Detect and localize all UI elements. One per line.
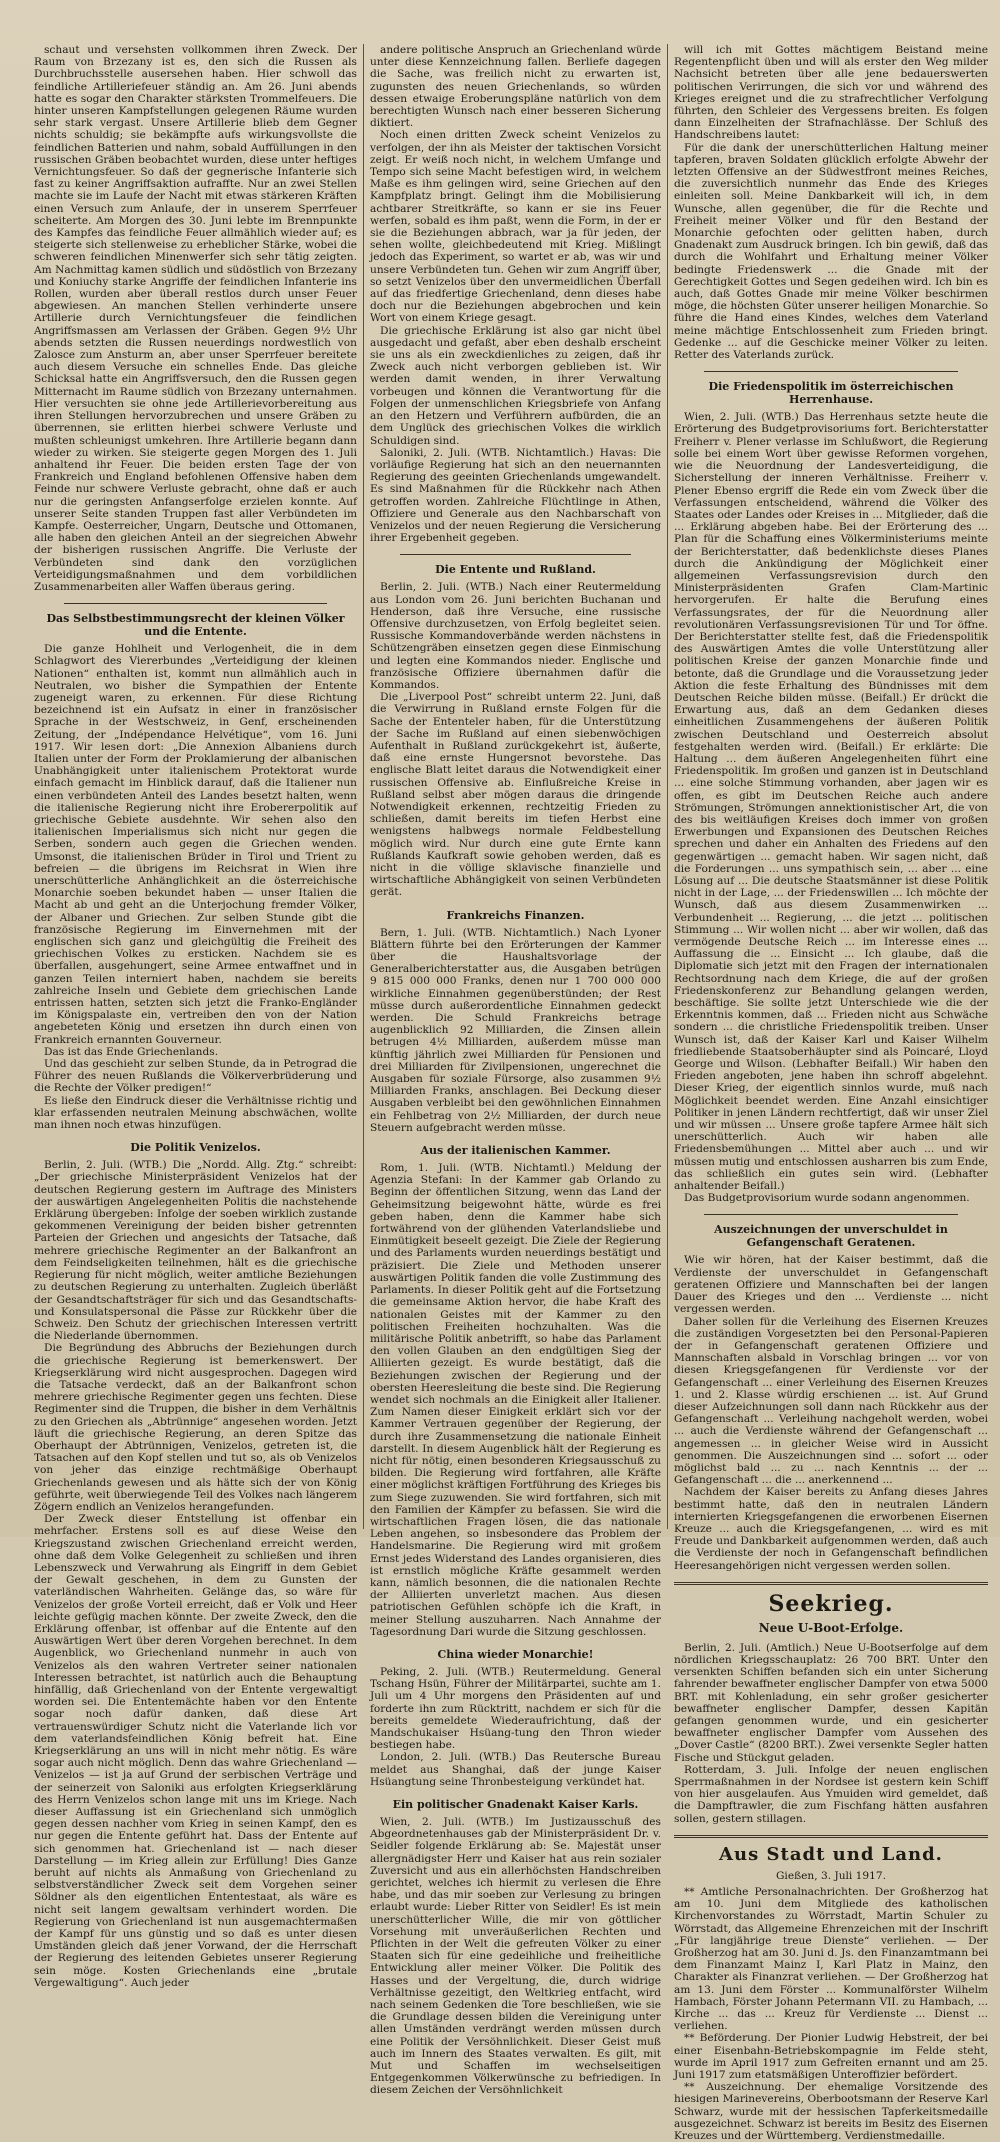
article-paragraph: ** Auszeichnung. Der ehemalige Vorsitzende des hiesigen Marinevereins, Oberbootsmann der Reserve Karl Schwarz, wurde mit der hessischen Tapferkeitsmedaille ausgezeichnet. Schwarz ist bereits im Besitz des Eisernen Kreuzes und der Württemberg. Verdienstmedaille.: [674, 2081, 988, 2142]
article-paragraph: Noch einen dritten Zweck scheint Venizelos zu verfolgen, der ihn als Meister der taktischen Vorsicht zeigt. Er weiß noch nicht, in welchem Umfange und Tempo sich seine Macht befestigen wird, in welchem Maße es ihm gelingen wird, seine Griechen auf den Kampfplatz bringt. Gelingt ihm die Mobilisierung achtbarer Streitkräfte, so kann er sie ins Feuer werfen, sobald es ihm paßt, wenn die Form, in der er sie die Beziehungen abbrach, war ja für jeden, der sehen wollte, gleichbedeutend mit Krieg. Mißlingt jedoch das Experiment, so wartet er ab, was wir und unsere Verbündeten tun. Gehen wir zum Angriff über, so setzt Venizelos über den unvermeidlichen Überfall auf das friedfertige Griechenland, denn dieses habe doch nur die Beziehungen abgebrochen und kein Wort von einem Kriege gesagt.: [370, 129, 661, 325]
article-headline: Das Selbstbestimmungsrecht der kleinen Völker und die Entente.: [46, 612, 345, 639]
article-paragraph: will ich mit Gottes mächtigem Beistand meine Regentenpflicht üben und will als erster den Weg milder Nachsicht betreten über alle jene bedauerswerten politischen Verirrungen, die sich vor und während des Krieges ereignet und die zu strafrechtlicher Verfolgung führten, den Schleier des Vergessens breiten. Es folgen dann Einzelheiten der Strafnachlässe. Der Schluß des Handschreibens lautet:: [674, 44, 988, 142]
article-seekrieg: [674, 1582, 988, 1825]
article-headline: Die Friedenspolitik im österreichischen Herrenhause.: [708, 380, 954, 407]
article-entente-russland: [370, 554, 661, 898]
article-paragraph: Rotterdam, 3. Juli. Infolge der neuen englischen Sperrmaßnahmen in der Nordsee ist gestern kein Schiff von hier ausgelaufen. Aus Ymuiden wird gemeldet, daß die Dampftrawler, die zum Fischfang hätten ausfahren sollen, gestern stillagen.: [674, 1763, 988, 1825]
article-headline: Frankreichs Finanzen.: [446, 908, 585, 922]
article-paragraph: Berlin, 2. Juli. (WTB.) Nach einer Reutermeldung aus London vom 26. Juni berichten Buchanan und Henderson, daß ihre Versuche, eine russische Offensive durchzusetzen, von Erfolg begleitet seien. Russische Kommandoverbände werden nächstens in Schützengräben einsetzen gegen diese Einmischung und legten eine Kommandos nieder. Englische und französische Offiziere übernahmen dafür die Kommandos.: [370, 581, 661, 691]
article-paragraph: Für die dank der unerschütterlichen Haltung meiner tapferen, braven Soldaten glücklich erfolgte Abwehr der letzten Offensive an der Südwestfront meines Reiches, die zuversichtlich nunmehr das Ende des Krieges einleiten soll. Meine Dankbarkeit will ich, in dem Wunsche, allen gegenüber, die für die Rechte und Freiheit meiner Völker und für den Bestand der Monarchie gefochten oder gelitten haben, durch Gnadenakt zum Ausdruck bringen. Ich bin gewiß, daß das durch die Wohlfahrt und Erhaltung meiner Völker bedingte Friedenswerk ... die Gnade mit der Gerechtigkeit Gottes und Segen gedeihen wird. Ich bin es auch, daß Gottes Gnade mir meine Völker beschirmen möge, die höchsten Güter unserer heiligen Monarchie. So führe die Hand eines Kindes, welches dem Vaterland meine mächtige Entschlossenheit zum Frieden bringt. Gedenke ... auf die Geschicke meiner Völker zu leiten. Retter des Vaterlands zurück.: [674, 141, 988, 362]
article-auszeichnungen-gefangenschaft: [674, 1214, 988, 1571]
article-paragraph: Wien, 2. Juli. (WTB.) Das Herrenhaus setzte heute die Erörterung des Budgetprovisoriums fort. Berichterstatter Freiherr v. Plener verlasse im Schlußwort, die Regierung solle bei einem Wort über gewisse Reformen vorgehen, wie die Neuordnung der Landesverteidigung, die Sicherstellung der inneren Verhältnisse. Freiherr v. Plener Ebenso ergriff die Rede ein vom Zweck über die Verfassungen entscheidend, während die Völker des Staates oder Landes oder Kreises in ... Mitglieder, daß die ... Erklärung abgeben habe. Bei der Erörterung des ... Plan für die Schaffung eines Völkerministeriums meinte der Berichterstatter, daß bedenklichste dieses Planes durch die Ankündigung der Möglichkeit einer allgemeinen Verfassungsrevision durch den Ministerpräsidenten Grafen Clam-Martinic hervorgerufen. Er halte die Berufung eines Verfassungsrates, der für die Neuordnung aller revolutionären Verfassungsrevisionen Tür und Tor öffne. Der Berichterstatter stellte fest, daß die Friedenspolitik des Auswärtigen Amtes die volle Unterstützung aller politischen Kreise der ganzen Monarchie finde und betonte, daß die Grundlage und die Voraussetzung jeder Aktion die feste Erhaltung des Bündnisses mit dem Deutschen Reiche bilden müsse. (Beifall.) Er drückt die Erwartung aus, daß an dem Gedanken dieses einheitlichen Zusammengehens der äußeren Politik zwischen Deutschland und Oesterreich absolut festgehalten werden wird. (Beifall.) Er erklärte: Die Haltung ... dem äußeren Angelegenheiten führt eine Friedenspolitik. Im großen und ganzen ist in Deutschland ... eine solche Stimmung vorhanden, aber jagen wir es offen, es gibt im Deutschen Reiche auch andere Strömungen, Strömungen annektionistischer Art, die von des bis weitläufigen Kreises doch immer von großen Erwerbungen und Expansionen des Deutschen Reiches sprechen und daher ein Anhalten des Friedens auf den gegenwärtigen ... gemacht haben. Wir sagen nicht, daß die Forderungen ... uns sympathisch sein, ... aber ... eine Lösung auf ... Die deutsche Staatsmänner ist diese Politik nicht in der Lage, ... der Friedenswillen ... Ich möchte der Wunsch, daß aus diesem Zusammenwirken ... Verbundenheit ... Regierung, ... die jetzt ... politischen Stimmung ... Wir wollen nicht ... aber wir wollen, daß das vermögende Deutsche Reich ... im Interesse eines ... Auffassung die ... Einsicht ... Ich glaube, daß die Diplomatie sich jetzt mit den Fragen der internationalen Rechtsordnung nach dem Kriege, die auf der großen Friedenskonferenz zur Behandlung gelangen werden, beschäftige. Sie sollte jetzt Unterschiede wie die der Erkenntnis kommen, daß ... Frieden nicht aus Schwäche sondern ... die christliche Friedenspolitik treiben. Unser Wunsch ist, daß der Kaiser Karl und Kaiser Wilhelm friedliebende Staatsoberhäupter sind als Poincaré, Lloyd George und Wilson. (Lebhafter Beifall.) Wir haben den Frieden angeboten, jene haben ihn schroff abgelehnt. Dieser Krieg, der eigentlich sinnlos wurde, muß nach Möglichkeit beendet werden. Eine Anzahl einsichtiger Politiker in jenen Ländern rechtfertigt, daß wir unser Ziel und wir müssen ... Unsere große tapfere Armee hält sich unerschütterlich. Auch wir haben alle Friedensbemühungen ... Mittel aber auch ... und wir müssen mutig und entschlossen ausharren bis zum Ende, das schließlich ein gutes sein wird. (Lebhafter anhaltender Beifall.): [674, 411, 988, 1193]
article-paragraph: Nachdem der Kaiser bereits zu Anfang dieses Jahres bestimmt hatte, daß den in neutralen Ländern internierten Kriegsgefangenen die erworbenen Eisernen Kreuze ... auch die Kriegsgefangenen, ... wird es mit Freude und Dankbarkeit aufgenommen werden, daß auch die Verdienste der noch in Gefangenschaft befindlichen Heeresangehörigen nicht vergessen werden sollen.: [674, 1486, 988, 1572]
column-rule: [363, 44, 364, 1529]
divider: [400, 554, 631, 555]
article-china-monarchie: [370, 1648, 661, 1788]
article-paragraph: ** Amtliche Personalnachrichten. Der Großherzog hat am 10. Juni dem Mitgliede des katholischen Kirchenvorstandes zu Wörrstadt, Martin Schuler zu Wörrstadt, das Allgemeine Ehrenzeichen mit der Inschrift „Für langjährige treue Dienste“ verliehen. — Der Großherzog hat am 30. Juni d. Js. den Finanzamtmann bei dem Finanzamt Mainz I, Karl Platz in Mainz, den Charakter als Finanzrat verliehen. — Der Großherzog hat am 13. Juni dem Förster ... Kommunalförster Wilhelm Hambach, Förster Johann Petermann VII. zu Hambach, ... Kirche ... das ... Kreuz für Verdienste ... Dienst ... verliehen.: [674, 1886, 988, 2033]
article-gnadenakt-kaiser-karl: [370, 1798, 661, 2097]
section-headline: Aus Stadt und Land.: [719, 1843, 943, 1865]
article-headline: Auszeichnungen der unverschuldet in Gefangenschaft Geratenen.: [714, 1223, 948, 1250]
article-headline: China wieder Monarchie!: [437, 1647, 594, 1661]
divider: [64, 603, 327, 604]
column-2: [370, 44, 661, 2097]
article-paragraph: Wie wir hören, hat der Kaiser bestimmt, daß die Verdienste der unverschuldet in Gefangenschaft geratenen Offiziere und Mannschaften bei der langen Dauer des Krieges und den ... Verdienste ... nicht vergessen werden.: [674, 1254, 988, 1316]
divider: [674, 1835, 988, 1838]
article-italienische-kammer: [370, 1144, 661, 1638]
article-paragraph: Berlin, 2. Juli. (Amtlich.) Neue U-Bootserfolge auf dem nördlichen Kriegsschauplatz: 26 700 BRT. Unter den versenkten Schiffen befanden sich ein unter Sicherung fahrender bewaffneter englischer Dampfer von etwa 5000 BRT. mit Kohlenladung, ein sehr großer gesicherter bewaffneter englischer Dampfer, dessen Kapitän gefangen genommen wurde, und ein gesicherter bewaffneter englischer Dampfer vom Aussehen des „Dover Castle“ (8200 BRT.). Zwei versenkte Segler hatten Fische und Stückgut geladen.: [674, 1641, 988, 1764]
article-frankreichs-finanzen: [370, 909, 661, 1134]
article-paragraph: Peking, 2. Juli. (WTB.) Reutermeldung. General Tschang Hsün, Führer der Militärpartei, suchte am 1. Juli um 4 Uhr morgens den Präsidenten auf und forderte ihn zum Rücktritt, nachdem er sich für die bereits gemeldete Wiederaufrichtung, daß der Mandschukaiser Hsüang-tung den Thron wieder bestiegen habe.: [370, 1665, 661, 1752]
article-paragraph: schaut und versehsten vollkommen ihren Zweck. Der Raum von Brzezany ist es, den sich die Russen als Durchbruchsstelle ausersehen haben. Hier schwoll das feindliche Artilleriefeuer ständig an. Am 26. Juni abends hatte es sogar den Charakter stärksten Trommelfeuers. Die hinter unseren Kampfstellungen gelegenen Räume wurden sehr stark vergast. Unsere Artillerie blieb dem Gegner nichts schuldig; sie bekämpfte aufs wirkungsvollste die feindlichen Batterien und nahm, sobald Auffüllungen in den russischen Gräben beobachtet wurden, diese unter heftiges Vernichtungsfeuer. So daß der gegnerische Infanterie sich fast zu keiner Angriffsaktion aufraffte. Nur an zwei Stellen machte sie im Laufe der Nacht mit etwas stärkeren Kräften einen Versuch zum Anlaufe, der in unserem Sperrfeuer scheiterte. Am Morgen des 30. Juni lebte im Brennpunkte des Kampfes das feindliche Feuer allmählich wieder auf; es steigerte sich stellenweise zu erheblicher Stärke, wobei die schweren feindlichen Minenwerfer sich sehr tätig zeigten. Am Nachmittag kamen südlich und südöstlich von Brzezany und Koniuchy starke Angriffe der feindlichen Infanterie ins Rollen, wurden aber überall restlos durch unser Feuer abgewiesen. An manchen Stellen verhinderte unsere Artillerie durch Vernichtungsfeuer die feindlichen Angriffsmassen am Verlassen der Gräben. Gegen 9½ Uhr abends setzten die Russen neuerdings nordwestlich von Zalosce zum Ansturm an, aber unser Sperrfeuer bereitete auch diesem Versuche ein schnelles Ende. Das gleiche Schicksal hatte ein Angriffsversuch, den die Russen gegen Mitternacht im Raume südlich von Brzezany unternahmen. Hier versuchten sie ohne jede Artillerievorbereitung aus ihren Stellungen hervorzubrechen und unsere Gräben zu überrennen, sie erlitten hierbei schwere Verluste und mußten schleunigst umkehren. Ihre Artillerie begann dann wieder zu wirken. Sie steigerte gegen Morgen des 1. Juli anhaltend ihr Feuer. Die beiden ersten Tage der von Frankreich und England befohlenen Offensive haben dem Feinde nur schwere Verluste gebracht, ohne daß er auch nur die geringsten Anfangserfolge erzielen konnte. Auf unserer Seite standen Truppen fast aller Verbündeten im Kampfe. Oesterreicher, Ungarn, Deutsche und Ottomanen, alle haben den gleichen Anteil an der siegreichen Abwehr der bisherigen russischen Angriffe. Die Verluste der Verbündeten sind dank den vorzüglichen Verteidigungsmaßnahmen und dem vorbildlichen Zusammenarbeiten aller Waffen überaus gering.: [34, 44, 357, 593]
article-paragraph: ** Beförderung. Der Pionier Ludwig Hebstreit, der bei einer Eisenbahn-Betriebskompagnie im Felde steht, wurde im April 1917 zum Gefreiten ernannt und am 25. Juni 1917 zum etatsmäßigen Unteroffizier befördert.: [674, 2032, 988, 2082]
article-paragraph: Es ließe den Eindruck dieser die Verhältnisse richtig und klar erfassenden neutralen Meinung abschwächen, wollte man ihnen noch etwas hinzufügen.: [34, 1094, 357, 1132]
article-paragraph: Das Budgetprovisorium wurde sodann angenommen.: [684, 1192, 970, 1205]
article-paragraph: Die „Liverpool Post“ schreibt unterm 22. Juni, daß die Verwirrung in Rußland ernste Folgen für die Sache der Ententeler haben, für die Unterstützung der Sache im Rußland auf einen siebenwöchigen Aufenthalt in Rußland zurückgekehrt ist, äußerte, daß eine ernste Hungersnot bevorstehe. Das englische Blatt leitet daraus die Notwendigkeit einer russischen Offensive ab. Einflußreiche Kreise in Rußland selbst aber mögen daraus die dringende Notwendigkeit erkennen, rechtzeitig Frieden zu schließen, damit bereits im tiefen Herbst eine wenigstens halbwegs normale Feldbestellung möglich wird. Nur durch eine gute Ernte kann Rußlands Kaufkraft sowie gehoben werden, daß es nicht in die völlige sklavische finanzielle und wirtschaftliche Abhängigkeit von seinen Verbündeten gerät.: [370, 691, 661, 899]
article-headline: Ein politischer Gnadenakt Kaiser Karls.: [392, 1798, 639, 1812]
article-paragraph: Die griechische Erklärung ist also gar nicht übel ausgedacht und gefaßt, aber eben deshalb erscheint sie uns als ein zweckdienliches zu zeigen, daß ihr Zweck auch nicht verborgen geblieben ist. Wir werden damit wenden, in ihrer Verwaltung vorbeugen und können die Verantwortung für die Folgen der unmenschlichen Kriegsbriefe von Anfang an den Hetzern und Verführern aufbürden, die an dem Unglück des griechischen Volkes die wirklich Schuldigen sind.: [370, 324, 661, 447]
article-paragraph: andere politische Anspruch an Griechenland würde unter diese Kennzeichnung fallen. Berliefe dagegen die Sache, was freilich nicht zu erwarten ist, zugunsten des neuen Griechenlands, so würden dessen etwaige Eroberungspläne natürlich von dem berechtigten Wunsch nach einer besseren Sicherung diktiert.: [370, 44, 661, 130]
article-selbstbestimmungsrecht: [34, 603, 357, 1131]
article-paragraph: Und das geschieht zur selben Stunde, da in Petrograd die Führer des neuen Rußlands die Völkerverbrüderung und die Rechte der Völker predigen!“: [34, 1058, 357, 1095]
article-paragraph: Die ganze Hohlheit und Verlogenheit, die in dem Schlagwort des Viererbundes „Verteidigung der kleinen Nationen“ enthalten ist, kommt nun allmählich auch in Neutralen, wo bisher die Sympathien der Entente zugeneigt waren, zu erkennen. Für diese Richtung bezeichnend ist ein Aufsatz in einer in französischer Sprache in der Westschweiz, in Genf, erscheinenden Zeitung, der „Indépendance Helvétique“, vom 16. Juni 1917. Wir lesen dort: „Die Annexion Albaniens durch Italien unter der Form der Proklamierung der albanischen Unabhängigkeit unter italienischem Protektorat wurde einfach gemacht im Hinblick darauf, daß die Italiener nun einen verbündeten Anteil des Landes besetzt halten, wenn die italienische Regierung nicht ihre Erobererpolitik auf griechische Gebiete ausdehnte. Wir sehen also den italienischen Imperialismus sich nicht nur gegen die Serben, sondern auch gegen die Griechen wenden. Umsonst, die italienischen Brüder in Tirol und Trient zu befreien — die übrigens im Reichsrat in Wien ihre unerschütterliche Anhänglichkeit an die österreichische Monarchie soeben bekundet haben — unser Italien die Macht ab und geht an die Unterjochung fremder Völker, der Albaner und Griechen. Zur selben Stunde gibt die französische Regierung im Einvernehmen mit der englischen sich ganz und gleichgültig die Freiheit des griechischen Volkes zu ersticken. Nachdem sie es überfallen, ausgehungert, seine Armee entwaffnet und in ganzen Teilen interniert haben, nachdem sie bereits zahlreiche Inseln und Gebiete dem griechischen Lande entrissen hatten, setzten sich jetzt die Franko-Engländer im Königspalaste ein, vertreiben den von der Nation angebeteten König und ersetzen ihn durch einen von Frankreich ernannten Gouverneur.: [34, 643, 357, 1046]
section-headline: Seekrieg.: [768, 1590, 894, 1617]
article-stadt-und-land: [674, 1835, 988, 2142]
dateline: Gießen, 3. Juli 1917.: [775, 1869, 887, 1882]
article-paragraph: Der Zweck dieser Entstellung ist offenbar ein mehrfacher. Erstens soll es auf diese Weise den Kriegszustand zwischen Griechenland erreicht werden, ohne daß dem Volke Gelegenheit zu schließen und ihren Lebenszweck und Verwahrung als Eingriff in dem Gebiet der Gewalt geschehen, in dem zu Gunsten der vaterländischen Wahrheiten. Gelänge das, so wäre für Venizelos der große Vorteil erreicht, daß er Volk und Heer leichte gefügig machen könnte. Der zweite Zweck, den die Erklärung offenbar, ist offenbar auf die Entente auf den Auswärtigen Wert über deren Vorgehen berechnet. In dem Augenblick, wo Griechenland nunmehr in auch von Venizelos als den wahren Vertreter seiner nationalen Interessen betrachtet, ist natürlich auch die Behauptung hinfällig, daß Griechenland von der Entente vergewaltigt worden sei. Die Ententemächte haben vor den Entente sogar noch dafür danken, daß diese Art vertrauenswürdiger Schutz nicht die Vaterlande lich vor dem vaterlandsfeindlichen König befreit hat. Eine Kriegserklärung an uns will in nicht mehr nötig. Es wäre sogar auch nicht möglich. Denn das wahre Griechenland — Venizelos — ist ja auf Grund der serbischen Verträge und der seinerzeit von Saloniki aus erfolgten Kriegserklärung des Herrn Venizelos schon lange mit uns im Kriege. Nach dieser Auffassung ist ein Griechenland sich unmöglich gegen dessen nachher vom Krieg in seinen Kampf, den es nur gegen die Entente geführt hat. Dass der Entente auf sich genommen hat. Griechenland ist — nach dieser Darstellung — im Krieg allein zur Erfüllung! Dies Ganze beruht auf nichts als Anmaßung von Griechenland zu selbstverständlicher Zweck seit dem Vorgehen seiner Söldner als den eigentlichen Ententestaat, als wäre es nicht seit langem gewaltsam verhindert worden. Die Regierung von Griechenland ist nun ausgemachtermaßen der Kampf für uns günstig und so daß es unter diesen Umständen gleich daß jener Vorwand, der die Herrschaft der Regierung des leitenden Gebietes unserer Regierung sein möge. Kosten Griechenlands eine „brutale Vergewaltigung“. Auch jeder: [34, 1513, 357, 1989]
article-paragraph: London, 2. Juli. (WTB.) Das Reutersche Bureau meldet aus Shanghai, daß der junge Kaiser Hsüangtung seine Thronbesteigung verkündet hat.: [370, 1751, 661, 1788]
article-headline: Die Entente und Rußland.: [435, 563, 596, 577]
divider: [674, 1582, 988, 1585]
article-headline: Die Politik Venizelos.: [130, 1141, 261, 1155]
article-paragraph: Daher sollen für die Verleihung des Eisernen Kreuzes die zuständigen Vorgesetzten bei den Personal-Papieren der in Gefangenschaft geratenen Offiziere und Mannschaften alsbald in Vorschlag bringen ... vor von diesen Kriegsgefangenen für Verdienste vor der Gefangenschaft ... einer Verleihung des Eisernen Kreuzes 1. und 2. Klasse würdig erschienen ... ist. Auf Grund dieser Aufzeichnungen soll dann nach Rückkehr aus der Gefangenschaft ... Verleihung nachgeholt werden, wobei ... auch die Verdienste während der Gefangenschaft ... angemessen ... in gleicher Weise wird in Aussicht genommen. Die Auszeichnungen sind ... sofort ... oder möglichst bald ... zu ... nach Kenntnis ... der ... Gefangenschaft ... die ... anerkennend ...: [674, 1315, 988, 1487]
article-politik-venizelos: [34, 1141, 357, 1989]
article-friedenspolitik-herrenhaus: [674, 371, 988, 1204]
article-paragraph: Rom, 1. Juli. (WTB. Nichtamtl.) Meldung der Agenzia Stefani: In der Kammer gab Orlando zu Beginn der öffentlichen Sitzung, wenn das Land der Geheimsitzung beigewohnt hätte, würde es frei geben haben, denn die Kammer habe sich fortwährend von der glühenden Vaterlandsliebe und Einmütigkeit beseelt gezeigt. Die Ziele der Regierung und des Parlaments wurden neuerdings bestätigt und präzisiert. Die Ziele und Methoden unserer auswärtigen Politik fanden die volle Zustimmung des Parlaments. In dieser Politik geht auf die Fortsetzung die gemeinsame Aktion hervor, die habe Kraft des nationalen Geistes mit der Kammer zu den politischen Freiheiten hochzuhalten. Was die militärische Politik anbetrifft, so habe das Parlament den vollen Glauben an den endgültigen Sieg der Alliierten gezeigt. Es wurde bestätigt, daß die Beziehungen zwischen der Regierung und der obersten Heeresleitung die beste sind. Die Regierung wendet sich nochmals an die Einigkeit aller Italiener. Zum Namen dieser Einigkeit erklärt sich vor der Kammer Vertrauen gegenüber der Regierung, der durch ihre Zusammensetzung die nationale Einheit darstellt. In diesem Augenblick hält der Regierung es nicht für nötig, einen besonderen Kriegsausschuß zu bilden. Die Regierung wird fortfahren, alle Kräfte einer möglichst kräftigen Fortführung des Krieges bis zum Siege zuzuwenden. Sie wird fortfahren, sich mit den Familien der Kämpfer zu befassen. Sie wird die wirtschaftlichen Fragen lösen, die das nationale Leben angehen, so insbesondere das Problem der Handelsmarine. Die Regierung wird mit großem Ernst jedes Widerstand des Landes organisieren, dies ist ernstlich mögliche Kräfte gesammelt werden kann, nämlich besonnen, die die nationalen Rechte der Alliierten unverletzt machen. Aus diesen patriotischen Gefühlen schöpfe ich die Kraft, in meiner Stellung auszuharren. Nach Annahme der Tagesordnung Dari wurde die Sitzung geschlossen.: [370, 1162, 661, 1638]
divider: [704, 371, 958, 372]
column-3: [674, 44, 988, 2142]
article-paragraph: Das ist das Ende Griechenlands.: [44, 1045, 219, 1058]
column-rule: [667, 44, 668, 1529]
article-paragraph: Wien, 2. Juli. (WTB.) Im Justizausschuß des Abgeordnetenhauses gab der Ministerpräsident Dr. v. Seidler folgende Erklärung ab: Se. Majestät unser allergnädigster Herr und Kaiser hat aus rein sozialer Zuversicht und aus ein allerhöchsten Handschreiben gerichtet, welches ich hiermit zu verlesen die Ehre habe, und das mir soeben zur Verlesung zu bringen erlaubt wurde: Lieber Ritter von Seidler! Es ist mein unerschütterlicher Wille, die mir von göttlicher Vorsehung mit unveräußerlichen Rechten und Pflichten in der Welt die gefreuten Völker zu einer Staaten sich für eine gedeihliche und freiheitliche Entwicklung aller meiner Völker. Die Politik des Hasses und der Vergeltung, die, durch widrige Verhältnisse gezeitigt, den Weltkrieg entfacht, wird nach seinem Gedenken die Tore beschließen, wie sie die Grundlage dessen bilden die Vereinigung unter allen Umständen verdrängt werden müssen durch eine Politik der Versöhnlichkeit. Dieser Geist muß auch im Innern des Staates verwalten. Es gilt, mit Mut und Schaffen im wechselseitigen Entgegenkommen Völkerwünsche zu befriedigen. In diesem Zeichen der Versöhnlichkeit: [370, 1816, 661, 2097]
article-headline: Aus der italienischen Kammer.: [420, 1144, 611, 1158]
article-paragraph: Bern, 1. Juli. (WTB. Nichtamtlich.) Nach Lyoner Blättern führte bei den Erörterungen der Kammer über die Haushaltsvorlage der Generalberichterstatter aus, die Ausgaben betrügen 9 815 000 000 Franks, denen nur 1 700 000 000 wirkliche Einnahmen gegenüberstünden; der Rest müsse durch außerordentliche Einnahmen gedeckt werden. Die Schuld Frankreichs betrage augenblicklich 92 Milliarden, die Zinsen allein betrugen 4½ Milliarden, außerdem müsse man künftig jährlich zwei Milliarden für Pensionen und drei Milliarden für Zivilpensionen, ungerechnet die Ausgaben für soziale Fürsorge, also zusammen 9½ Milliarden Franks, anschlagen. Bei Deckung dieser Ausgaben verbleibt bei den gewöhnlichen Einnahmen ein Fehlbetrag von 2½ Milliarden, der durch neue Steuern aufgebracht werden müsse.: [370, 926, 661, 1134]
article-paragraph: Berlin, 2. Juli. (WTB.) Die „Nordd. Allg. Ztg.“ schreibt: „Der griechische Ministerpräsident Venizelos hat der deutschen Regierung gestern im Auftrage des Ministers der auswärtigen Angelegenheiten Politis die nachstehende Erklärung übergeben: Infolge der soeben wirklich zustande gekommenen Vereinigung der beiden bisher getrennten Parteien der Griechen und angesichts der Tatsache, daß mehrere griechische Regimenter an der Balkanfront an dem Feindseligkeiten teilnehmen, hält es die griechische Regierung für nicht möglich, weiter amtliche Beziehungen zu deutschen Regierung zu unterhalten. Zugleich überläßt der Gesandtschaftsträger für sich und das Gesandtschafts- und Konsulatspersonal die Pässe zur Rückkehr über die Schweiz. Den Schutz der griechischen Interessen vertritt die Niederlande übernommen.: [34, 1159, 357, 1343]
divider: [704, 1214, 958, 1215]
article-paragraph: Saloniki, 2. Juli. (WTB. Nichtamtlich.) Havas: Die vorläufige Regierung hat sich an den neuernannten Regierung des geeinten Griechenlands umgewandelt. Es sind Maßnahmen für die Rückkehr nach Athen getroffen worden. Zahlreiche Flüchtlinge in Athen, Offiziere und Generale aus den Nachbarschaft von Venizelos und der neuen Regierung die Versicherung ihrer Ergebenheit gegeben.: [370, 446, 661, 545]
column-1: [34, 44, 357, 1989]
article-paragraph: Die Begründung des Abbruchs der Beziehungen durch die griechische Regierung ist bemerkenswert. Der Kriegserklärung wird nicht ausgesprochen. Dagegen wird die Tatsache verdeckt, daß an der Balkanfront schon mehrere griechische Regimenter gegen uns fechten. Diese Regimenter sind die Truppen, die bisher in dem Verhältnis zu den Griechen als „Abtrünnige“ angesehen worden. Jetzt läuft die griechische Regierung, an deren Spitze das Oberhaupt der Abtrünnigen, Venizelos, getreten ist, die Tatsachen auf den Kopf stellen und tut so, als ob Venizelos von jeher das einzige rechtmäßige Oberhaupt Griechenlands gewesen und als hätte sich der von König geführte, weit überwiegende Teil des Volkes nach längerem Zögern endlich an Venizelos herangefunden.: [34, 1342, 357, 1513]
article-subheadline: Neue U-Boot-Erfolge.: [758, 1620, 904, 1635]
